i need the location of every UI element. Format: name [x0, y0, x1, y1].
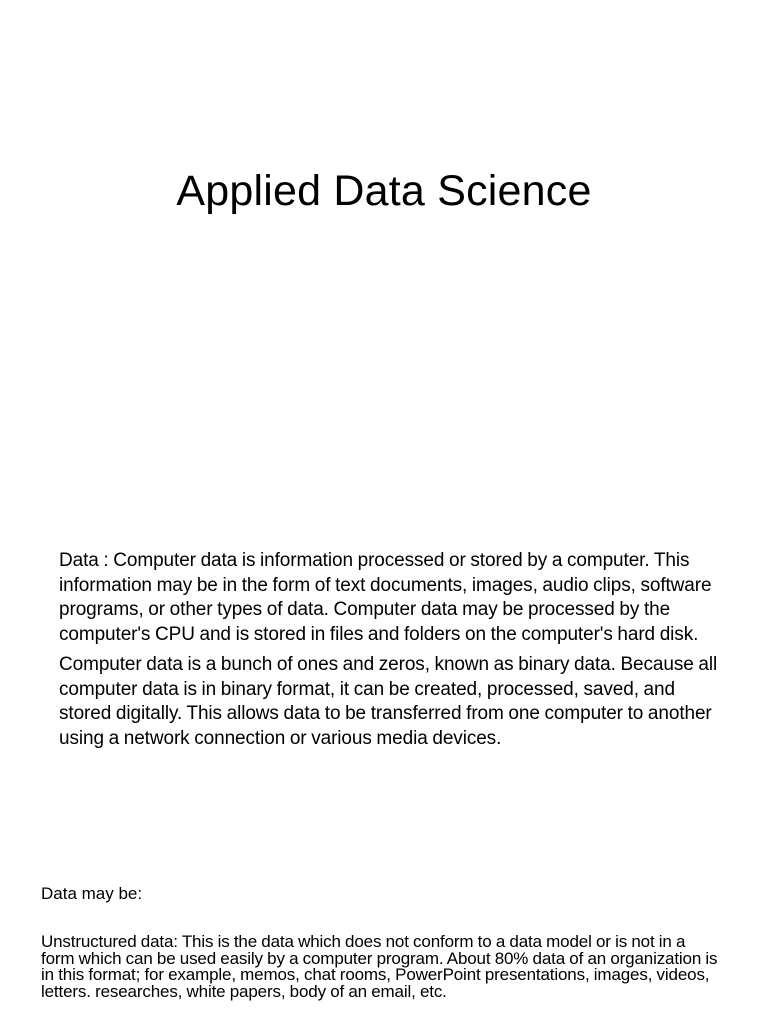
slide-body — [59, 549, 719, 757]
paragraph-binary-data: Computer data is a bunch of ones and zeros, known as binary data. Because all computer data is in binary format, it can be created, processed, saved, and stored digitally. This allows data to be transferred from one computer to another using a network connection or various media devices. — [59, 654, 718, 749]
slide-title: Applied Data Science — [176, 167, 592, 215]
paragraph-data-definition: Data : Computer data is information processed or stored by a computer. This information may be in the form of text documents, images, audio clips, software programs, or other types of data. Computer data may be processed by the computer's CPU and is stored in files and folders on the computer's hard disk. — [59, 550, 712, 645]
notes-heading: Data may be: — [41, 884, 143, 903]
notes-unstructured-data: Unstructured data: This is the data which does not conform to a data model or is not in a form which can be used easily by a computer program. About 80% data of an organization is in this format; for example, memos, chat rooms, PowerPoint presentations, images, videos, letters. researches, white papers, body of an email, etc. — [41, 932, 718, 1001]
